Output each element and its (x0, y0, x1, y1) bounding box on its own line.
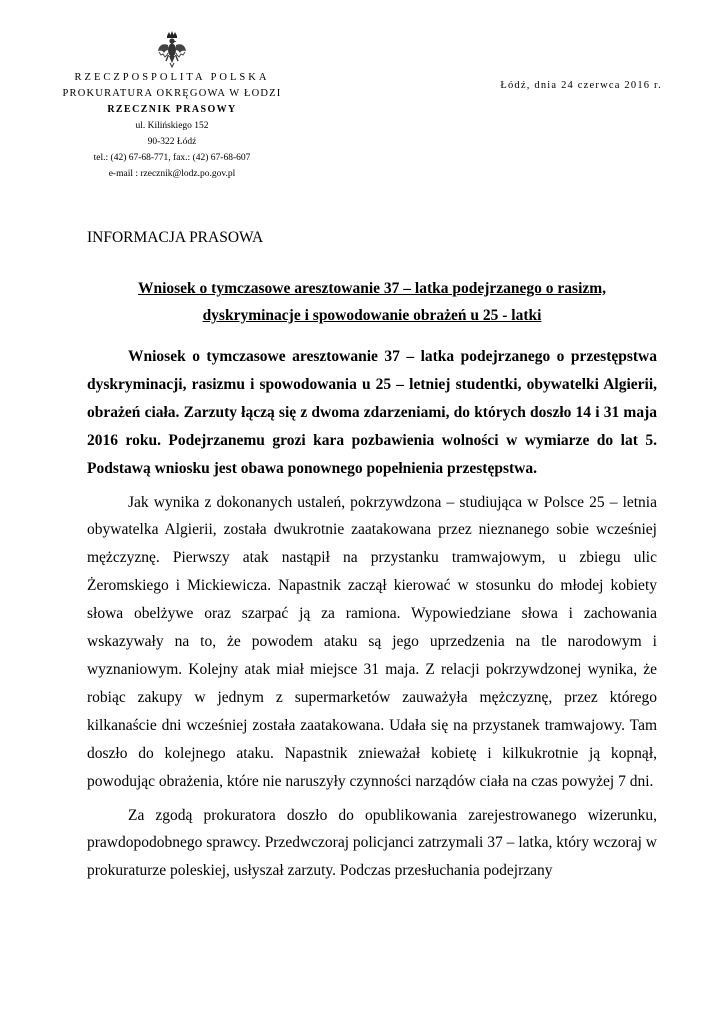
document-date: Łódź, dnia 24 czerwca 2016 r. (500, 80, 662, 91)
lead-paragraph: Wniosek o tymczasowe aresztowanie 37 – latka podejrzanego o przestępstwa dyskryminacji, rasizmu i spowodowania u 25 – letniej studentki, obywatelki Algierii, obrażeń ciała. Zarzuty łączą się z dwoma zdarzeniami, do których doszło 14 i 31 maja 2016 roku. Podejrzanemu grozi kara pozbawienia wolności w wymiarze do lat 5. Podstawą wniosku jest obawa ponownego popełnienia przestępstwa. (87, 348, 657, 477)
press-release-title: Wniosek o tymczasowe aresztowanie 37 – latka podejrzanego o rasizm, dyskryminacje i spowodowanie obrażeń u 25 - latki (137, 280, 607, 324)
letterhead-street: ul. Kilińskiego 152 (135, 121, 209, 131)
letterhead-phone: tel.: (42) 67-68-771, fax.: (42) 67-68-607 (93, 153, 251, 163)
letterhead-office: PROKURATURA OKRĘGOWA W ŁODZI (62, 88, 282, 99)
body-paragraph: Jak wynika z dokonanych ustaleń, pokrzywdzona – studiująca w Polsce 25 – letnia obywatelka Algierii, została dwukrotnie zaatakowana przez nieznanego sobie wcześniej mężczyznę. Pierwszy atak nastąpił na przystanku tramwajowym, u zbiegu ulic Żeromskiego i Mickiewicza. Napastnik zaczął kierować w stosunku do młodej kobiety słowa obelżywe oraz szarpać ją za ramiona. Wypowiedziane słowa i zachowania wskazywały na to, że powodem ataku są jego uprzedzenia na tle narodowym i wyznaniowym. Kolejny atak miał miejsce 31 maja. Z relacji pokrzywdzonej wynika, że robiąc zakupy w jednym z supermarketów zauważyła mężczyznę, przez którego kilkanaście dni wcześniej została zaatakowana. Udała się na przystanek tramwajowy. Tam doszło do kolejnego ataku. Napastnik znieważał kobietę i kilkukrotnie ją kopnął, powodując obrażenia, które nie naruszyły czynności narządów ciała na czas powyżej 7 dni. (87, 493, 657, 790)
letterhead-city: 90-322 Łódź (147, 137, 197, 147)
document-heading: INFORMACJA PRASOWA (87, 229, 264, 246)
document-body (87, 343, 657, 891)
letterhead-email: e-mail : rzecznik@lodz.po.gov.pl (108, 169, 236, 179)
letterhead (40, 30, 304, 182)
letterhead-country: RZECZPOSPOLITA POLSKA (74, 72, 270, 83)
body-paragraph: Za zgodą prokuratora doszło do opublikowania zarejestrowanego wizerunku, prawdopodobnego sprawcy. Przedwczoraj policjanci zatrzymali 37 – latka, który wczoraj w prokuraturze poleskiej, usłyszał zarzuty. Podczas przesłuchania podejrzany (87, 806, 657, 880)
polish-eagle-emblem-icon (157, 30, 187, 68)
letterhead-role: RZECZNIK PRASOWY (107, 104, 237, 115)
